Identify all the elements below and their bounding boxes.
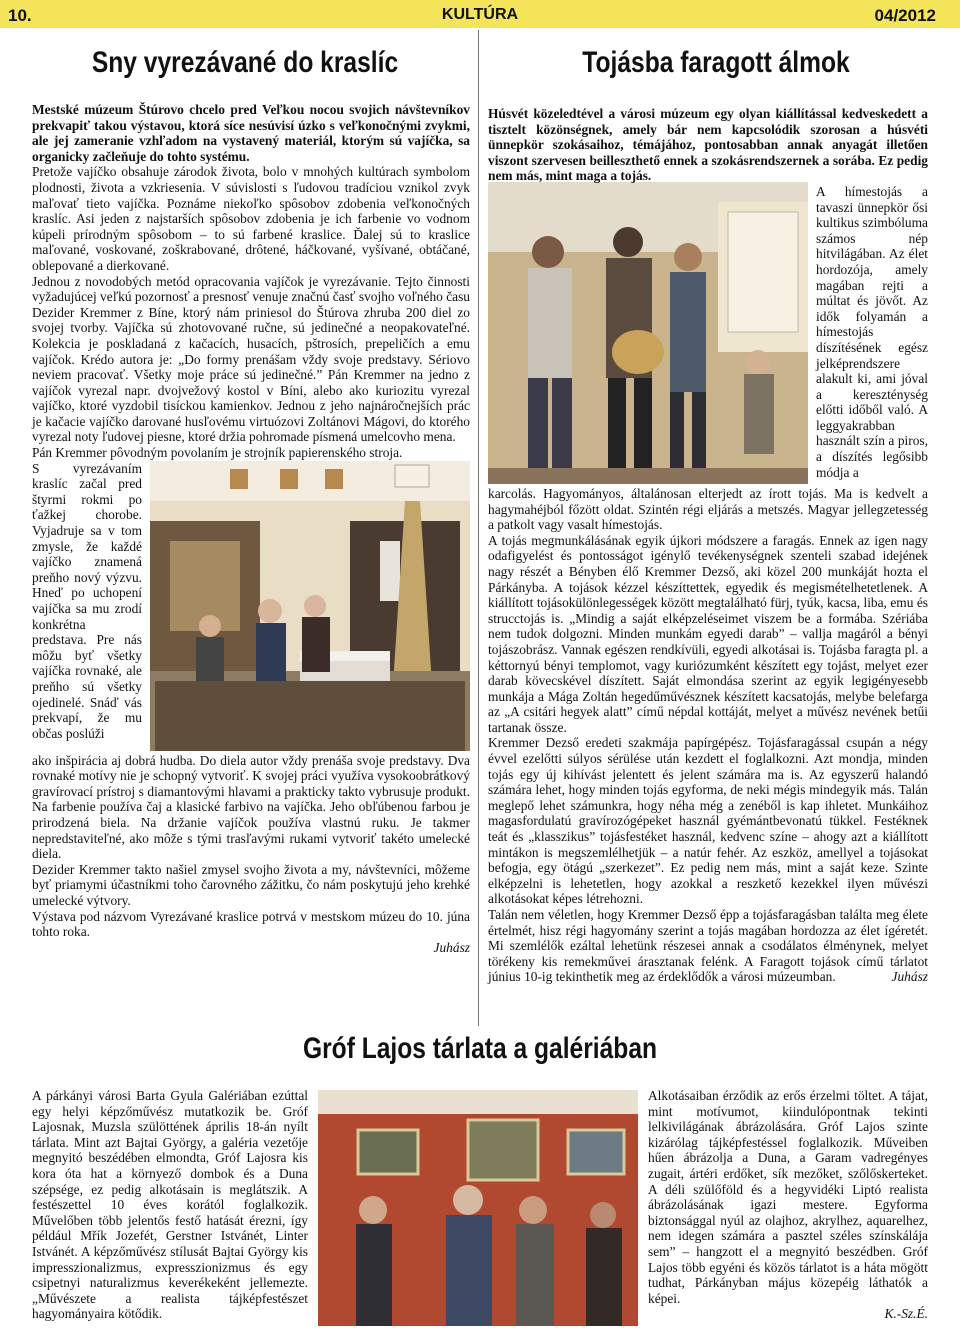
- left-paragraph: Dezider Kremmer takto našiel zmysel svojho života a my, návštevníci, môžeme byť priamymi účastníkmi toho čarovného zážitku, čo nám poskytujú jeho krehké umelecké výtvory.: [32, 861, 470, 908]
- right-paragraph: A hímestojás a tavaszi ünnepkör ősi kultikus szimbóluma számos nép hitvilágában. Az élet hordozója, amely magában rejti a múltat és jövőt. Az idők folyamán a hímestojás díszítésének egész jelképrendszere alakult ki, ami jóval a kereszténység előtti időből való. A leggyakrabban használt szín a piros, a díszítés legősibb módja a: [816, 183, 928, 480]
- left-paragraph: S vyrezávaním kraslíc začal pred štyrmi rokmi po ťažkej chorobe. Vyjadruje sa v tom zmysle, že každé vajíčko znamená preňho nový výzvu. Hneď po uchopení vajíčka sa mu zrodí konkrétna predstava. Pre nás môžu byť všetky vajíčka rovnaké, ale preňho sú všetky ojedinelé. Snáď vás prekvapí, že mu občas poslúži: [32, 460, 142, 741]
- left-paragraph: Pretože vajíčko obsahuje zárodok života, bolo v mnohých kultúrach symbolom plodnosti, života a vzkriesenia. V súvislosti s ľudovou tradíciou vznikol zvyk maľovať tieto vajíčka. Poznáme niekoľko spôsobov zdobenia veľkonočných kraslíc. Asi jeden z najstarších spôsobov zdobenia je ich farbenie vo vodnom kúpeli prírodným spôsobom – to sú farbené kraslice. Ďalej sú to kraslice maľované, voskované, zoškrabované, drôtené, háčkované, vyšívané, obtáčané, oblepované a dierkované.: [32, 164, 470, 273]
- bottom-article-title: Gróf Lajos tárlata a galériában: [302, 1032, 658, 1065]
- left-paragraph: Výstava pod názvom Vyrezávané kraslice potrvá v mestskom múzeu do 10. júna tohto roka.: [32, 908, 470, 940]
- museum-visitors-image: [488, 182, 808, 484]
- right-lead: Húsvét közeledtével a városi múzeum egy olyan kiállítással kedveskedett a tisztelt közönségnek, amely bár nem kapcsolódik szorosan a húsvéti ünnepkör szokásaihoz, témájához, pontosabban annak anyagát illetően viszont szervesen beilleszthető ennek a szokásrendszernek a sorába. Ez pedig nem más, mint maga a tojás.: [488, 106, 928, 184]
- bottom-paragraph: A párkányi városi Barta Gyula Galériában ezúttal egy helyi képzőművész mutatkozik be. Gróf Lajosnak, Muzsla szülöttének április 18-án nyílt tárlata. Mint azt Bajtai György, a galéria vezetője megnyitó beszédében elmondta, Gróf Lajosra kis kora óta hat a környező dombok és a Duna szépsége, ez pedig alkotásain is meglátszik. A festészettel 10 éves korától foglalkozik. Művelőben több jelentős festő hatását érezni, így például Mřík Jozefét, Gerstner Istvánét, Linter Istvánét. A képzőművész stílusát Bajtai György kis impresszionalizmus, expresszionizmus és egy csipetnyi naturalizmus keverékeként jellemezte. „Művészete a realista tájképfestészet hagyományaira kötődik.: [32, 1088, 308, 1322]
- right-wrap-block: [488, 184, 928, 533]
- section-title: KULTÚRA: [441, 6, 519, 23]
- right-article-title: Tojásba faragott álmok: [582, 46, 850, 79]
- left-signature: Juhász: [433, 939, 470, 955]
- bottom-article-col1: [32, 1088, 308, 1322]
- bottom-paragraph: Alkotásaiban érződik az erős érzelmi töltet. A tájat, mint motívumot, kiindulópontnak tekinti lelkivilágának ábrázolására. Gróf Lajos szinte kizárólag tájképfestéssel foglalkozik. Műveiben hűen ábrázolja a Duna, a Garam vadregényes zugait, ártéri erdőket, sík mezőket, szőlőskerteket. A déli szülőföld és a hegyvidéki Liptó realista ábrázolásának igazi mestere. Egyforma biztonsággal nyúl az olajhoz, akrylhez, aquarelhez, nem idegen számára a pasztel széles színskálája sem” – hangzott el a megnyitó beszédben. Gróf Lajos több egyéni és közös tárlatot is a háta mögött tudhat, Párkányban május közepéig láthatók a képei.: [648, 1088, 928, 1306]
- issue-number: 04/2012: [874, 6, 936, 25]
- bottom-article-col2: [648, 1088, 928, 1322]
- gallery-exhibition-image: [318, 1090, 638, 1326]
- left-paragraph: ako inšpirácia aj dobrá hudba. Do diela autor vždy prenáša svoje predstavy. Dva rovnaké motívy nie je schopný vytvoriť. K svojej práci využíva vysokoobrátkový gravírovací prístroj s diamantovými hlavami a prakticky takto vybrusuje produkt. Na farbenie používa čaj a klasické farbivo na vajíčka. Jeho obľúbenou farbou je prirodzená biela. Na držanie vajíčok používa vlastnú ruku. Je takmer nepredstaviteľné, ako môže s tými trasľavými rukami vytvoriť takéto umelecké diela.: [32, 752, 470, 862]
- museum-visitors-photo: [488, 182, 808, 484]
- right-paragraph: Kremmer Dezső eredeti szakmája papírgépész. Tojásfaragással csupán a négy évvel ezelőtti súlyos sérülése után kezdett el foglalkozni. Azt mondja, minden tojás egy új kihívást jelentett és jelent számára ma is. Az egyszerű halandó számára lehet, hogy minden tojás egyforma, de neki mégis mindegyik más. Talán meglepő lehet számunkra, hogy néha még a zenéből is kap ihletet. Munkáihoz magasfordulatú gravírozógépeket használ gyémántbevonatú tükkel. Festéknek teát és „klasszikus” tojásfestéket használ, kedvenc színe – ahogy azt a kiállított mintákon is megszemlélhetjük – a natúr fehér. Az eszköz, amellyel a tojásokat befogja, egy ötágú „szerkezet”. Ez pedig nem más, mint a saját keze. Szinte elképzelni is lehetetlen, hogy azokkal a reszkető kezekkel ilyen művészi alkotásokat képes létrehozni.: [488, 735, 928, 907]
- left-paragraph: Pán Kremmer pôvodným povolaním je strojník papierenského stroja.: [32, 445, 403, 461]
- right-signature: Juhász: [891, 969, 928, 985]
- exhibition-opening-photo: [150, 461, 470, 751]
- column-divider: [478, 30, 479, 1026]
- bottom-signature: K.-Sz.É.: [884, 1306, 928, 1322]
- page-number: 10.: [8, 6, 32, 25]
- left-article-body: [32, 102, 470, 955]
- left-lead: Mestské múzeum Štúrovo chcelo pred Veľkou nocou svojich návštevníkov prekvapiť takou výstavou, ktorá síce nesúvisí úzko s veľkonočnými zvykmi, ale jej zameranie vzhľadom na vystavený materiál, ktorým sú vajíčka, sa organicky začleňuje do tohto systému.: [32, 102, 470, 164]
- left-wrap-block: [32, 461, 470, 862]
- left-paragraph: Jednou z novodobých metód opracovania vajíčok je vyrezávanie. Tejto činnosti vyžadujúcej veľkú pozornosť a presnosť venuje značnú časť svojho voľného času Dezider Kremmer z Bíne, ktorý nám priniesol do Štúrova zhruba 200 diel zo svojej tvorby. Vajíčka sú zhotovované ručne, sú jedinečné a neopakovateľné. Kolekcia je poskladaná z kačacích, husacích, pštrosích, prepeličích a emu vajíčok. Krédo autora je: „Do formy prenášam vždy svoje predstavy. Sériovo neviem pracovať. Všetky moje práce sú jedinečné.” Pán Kremmer na jedno z vajíčok vyrezal napr. dvojvežový kostol v Bíni, alebo ako kuriozitu vyrezal vajíčko, ktoré vyzdobil tisíckou kamienkov. Jednou z jeho najnáročnejších prác je kačacie vajíčko darované husľovému virtuózovi Zoltánovi Mágovi, do ktorého vyrezal noty ľudovej piesne, ktoré držia pohromade písmená umelcovho mena.: [32, 273, 470, 445]
- exhibition-opening-image: [150, 461, 470, 751]
- left-article-title: Sny vyrezávané do kraslíc: [91, 46, 399, 79]
- right-paragraph: A tojás megmunkálásának egyik újkori módszere a faragás. Ennek az igen nagy odafigyelést és pontosságot igénylő tevékenységnek szenteli szabad idejének nagy részét a Bényben élő Kremmer Dezső, aki közel 200 munkáját hozta el Párkányba. A tojások kézzel készíttettek, egyedik és megismételhetetlenek. A kiállított tojásokülönlegességek között megtalálható fürj, tyúk, kacsa, liba, emu és strucctojás is. „Mindig a saját elképzeléseimet viszem be a formába. Szériába nem tudok dolgozni. Minden munkám egyedi darab” – vallja magáról a bényi tojászobrász. Vannak egészen rendkívüli, egyedi alkotásai is. Tojásba faragta pl. a kéttornyú bényi templomot, vagy kuriózumként készített egy tojást, melyet ezer darab kövecskével díszített. Saját elmondása szerint az egyik legigényesebb munkája a Mága Zoltán hegedűművésznek készített kacsatojás, melybe belefarga az „A csitári hegyek alatt” című népdal kottáját, melyet a művész nevének betűi tartanak össze.: [488, 532, 928, 735]
- right-paragraph: Talán nem véletlen, hogy Kremmer Dezső épp a tojásfaragásban találta meg élete értelmét, hisz régi hagyomány szerint a tojás magában hordozza az élet ígéretét. Mi szemlélők ezáltal lehetünk részesei annak a csodálatos élménynek, melyet törékeny kis remekművei árasztanak felénk. A Faragott tojások című tárlatot június 10-ig tekinthetik meg az érdeklődők a városi múzeumban.: [488, 907, 928, 985]
- right-paragraph: karcolás. Hagyományos, általánosan elterjedt az írott tojás. Ma is kedvelt a hagymahéjból főzött oldat. Szintén régi eljárás a metszés. Magyar jellegzetesség a patkolt vagy vasalt hímestojás.: [488, 485, 928, 533]
- gallery-exhibition-photo: [318, 1090, 638, 1326]
- right-article-body: [488, 106, 928, 985]
